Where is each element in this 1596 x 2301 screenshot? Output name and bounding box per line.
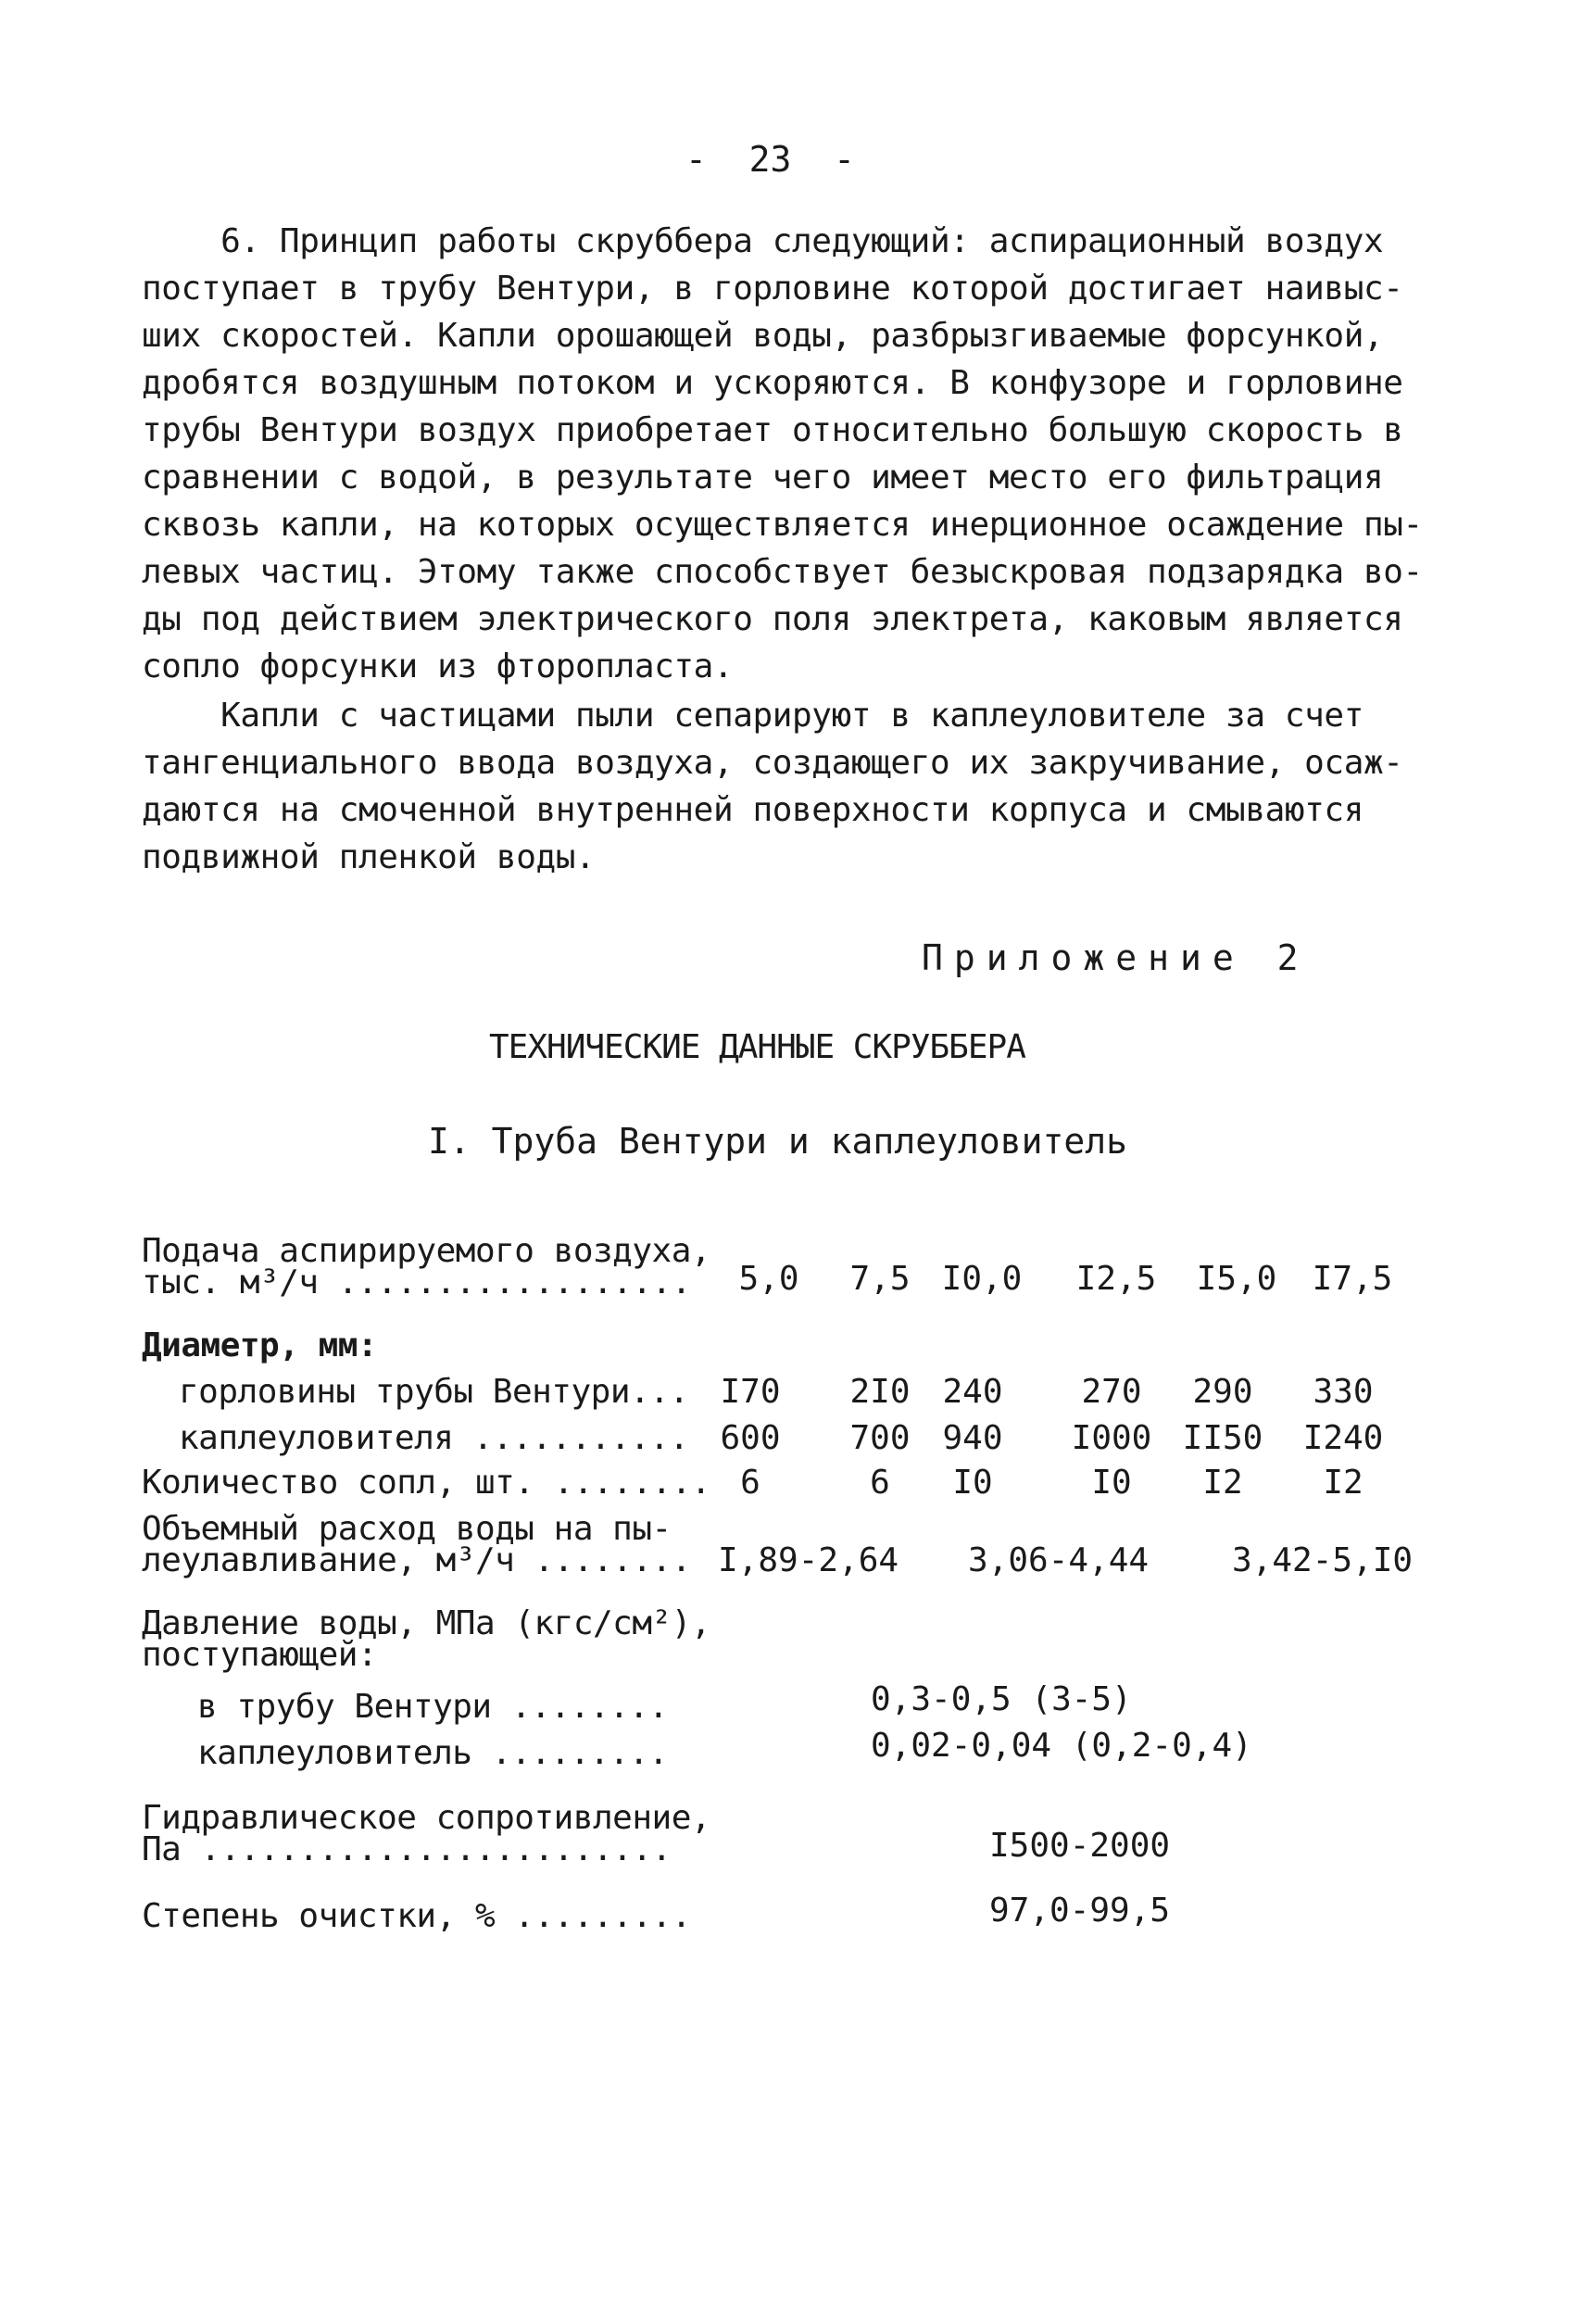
- paragraph-line: ды под действием электрического поля электрета, каковым является: [142, 600, 1403, 638]
- paragraph-line: ших скоростей. Капли орошающей воды, разбрызгиваемые форсункой,: [142, 317, 1384, 355]
- catcher-diameter-value: I000: [1071, 1419, 1152, 1457]
- throat-diameter-label: горловины трубы Вентури...: [179, 1373, 689, 1411]
- paragraph-line: сопло форсунки из фторопласта.: [142, 648, 734, 685]
- water-flow-label-cont: леулавливание, м³/ч ........: [142, 1541, 691, 1579]
- pressure-catcher-value: 0,02-0,04 (0,2-0,4): [871, 1727, 1252, 1765]
- throat-diameter-value: 290: [1192, 1373, 1253, 1411]
- nozzles-label: Количество сопл, шт. ........: [142, 1464, 711, 1502]
- paragraph-line: левых частиц. Этому также способствует безыскровая подзарядка во-: [142, 553, 1423, 591]
- hydraulic-resistance-value: I500-2000: [989, 1827, 1171, 1865]
- throat-diameter-value: 270: [1081, 1373, 1142, 1411]
- nozzles-value: 6: [870, 1464, 890, 1502]
- paragraph-line: сравнении с водой, в результате чего имеет место его фильтрация: [142, 459, 1384, 497]
- catcher-diameter-label: каплеуловителя ...........: [179, 1419, 689, 1457]
- water-pressure-label: Давление воды, МПа (кгс/см²),: [142, 1604, 711, 1642]
- air-supply-label-cont: тыс. м³/ч ..................: [142, 1264, 691, 1301]
- water-flow-label: Объемный расход воды на пы-: [142, 1510, 672, 1548]
- cleaning-degree-label: Степень очистки, % .........: [142, 1897, 691, 1935]
- water-flow-value: 3,42-5,I0: [1232, 1541, 1414, 1579]
- air-supply-value: I5,0: [1196, 1260, 1277, 1298]
- pressure-venturi-label: в трубу Вентури ........: [197, 1688, 669, 1726]
- throat-diameter-value: 2I0: [849, 1373, 911, 1411]
- air-supply-value: I2,5: [1075, 1260, 1157, 1298]
- throat-diameter-value: I70: [720, 1373, 781, 1411]
- nozzles-value: I2: [1202, 1464, 1243, 1502]
- water-flow-value: 3,06-4,44: [968, 1541, 1150, 1579]
- air-supply-label: Подача аспирируемого воздуха,: [142, 1232, 711, 1270]
- hydraulic-resistance-label-cont: Па ........................: [142, 1830, 672, 1868]
- nozzles-value: I2: [1323, 1464, 1364, 1502]
- pressure-venturi-value: 0,3-0,5 (3-5): [871, 1680, 1132, 1718]
- paragraph-line: трубы Вентури воздух приобретает относительно большую скорость в: [142, 411, 1403, 449]
- page-number: - 23 -: [685, 139, 856, 180]
- paragraph-line: 6. Принцип работы скруббера следующий: аспирационный воздух: [142, 222, 1384, 260]
- paragraph-line: сквозь капли, на которых осуществляется инерционное осаждение пы-: [142, 506, 1423, 544]
- pressure-catcher-label: каплеуловитель .........: [197, 1734, 669, 1772]
- paragraph-line: дробятся воздушным потоком и ускоряются. В конфузоре и горловине: [142, 364, 1403, 402]
- paragraph-line: даются на смоченной внутренней поверхности корпуса и смываются: [142, 791, 1364, 829]
- water-pressure-label-cont: поступающей:: [142, 1636, 378, 1674]
- subsection-title: I. Труба Вентури и каплеуловитель: [428, 1121, 1127, 1162]
- water-flow-value: I,89-2,64: [718, 1541, 899, 1579]
- paragraph-line: тангенциального ввода воздуха, создающего их закручивание, осаж-: [142, 744, 1403, 782]
- air-supply-value: 7,5: [849, 1260, 911, 1298]
- cleaning-degree-value: 97,0-99,5: [989, 1892, 1171, 1930]
- catcher-diameter-value: I240: [1302, 1419, 1384, 1457]
- air-supply-value: 5,0: [738, 1260, 799, 1298]
- appendix-label: Приложение 2: [922, 937, 1310, 978]
- catcher-diameter-value: 600: [720, 1419, 781, 1457]
- nozzles-value: I0: [1091, 1464, 1132, 1502]
- diameter-label: Диаметр, мм:: [142, 1327, 378, 1364]
- throat-diameter-value: 240: [942, 1373, 1003, 1411]
- catcher-diameter-value: 940: [942, 1419, 1003, 1457]
- hydraulic-resistance-label: Гидравлическое сопротивление,: [142, 1799, 711, 1837]
- paragraph-line: Капли с частицами пыли сепарируют в каплеуловителе за счет: [142, 697, 1364, 735]
- throat-diameter-value: 330: [1313, 1373, 1374, 1411]
- air-supply-value: I7,5: [1312, 1260, 1393, 1298]
- paragraph-line: подвижной пленкой воды.: [142, 838, 596, 876]
- paragraph-line: поступает в трубу Вентури, в горловине которой достигает наивыс-: [142, 270, 1403, 308]
- section-title: ТЕХНИЧЕСКИЕ ДАННЫЕ СКРУББЕРА: [489, 1028, 1025, 1066]
- catcher-diameter-value: 700: [849, 1419, 911, 1457]
- catcher-diameter-value: II50: [1182, 1419, 1263, 1457]
- nozzles-value: I0: [952, 1464, 993, 1502]
- air-supply-value: I0,0: [941, 1260, 1023, 1298]
- nozzles-value: 6: [740, 1464, 760, 1502]
